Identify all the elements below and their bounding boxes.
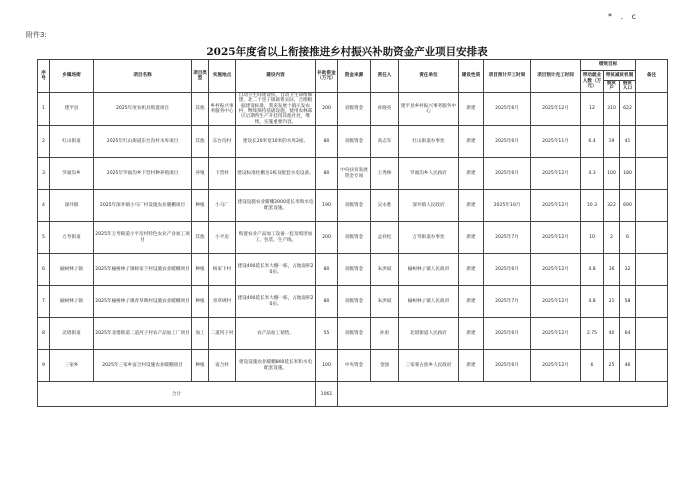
- cell-place: 东台沟村: [209, 126, 236, 158]
- cell-people: 6: [620, 222, 636, 254]
- cell-jobs: 6: [581, 350, 604, 382]
- cell-start: 2025年7月: [484, 286, 531, 318]
- table-row: [38, 126, 668, 158]
- table-row: [38, 318, 668, 350]
- cell-content: 建设设施农业暖棚2000延长米和水电配套设施。: [236, 190, 316, 222]
- cell-subsidy: 100: [316, 350, 338, 382]
- cell-households: 2: [604, 222, 620, 254]
- cell-people: 180: [620, 158, 636, 190]
- cell-town: 万寿街道: [50, 222, 94, 254]
- cell-households: 21: [604, 286, 620, 318]
- cell-nature: 新建: [459, 126, 484, 158]
- cell-owner: 金强: [371, 350, 399, 382]
- cell-remarks: [636, 158, 668, 190]
- cell-category: 种植: [192, 190, 209, 222]
- header-subsidy: 补助资金（万元）: [316, 60, 338, 93]
- cell-finish: 2025年12月: [531, 286, 581, 318]
- cell-jobs: 4.8: [581, 286, 604, 318]
- cell-town: 三家乡: [50, 350, 94, 382]
- cell-source: 中央扶贫发展资金专项: [338, 158, 371, 190]
- cell-content: 农产品加工销售。: [236, 318, 316, 350]
- cell-town: 建平县: [50, 92, 94, 125]
- cell-finish: 2025年12月: [531, 92, 581, 125]
- cell-start: 2025年7月: [484, 222, 531, 254]
- cell-start: 2025年6月: [484, 92, 531, 125]
- cell-place: 小平房: [209, 222, 236, 254]
- total-subsidy: 1061: [316, 382, 338, 407]
- cell-place: 青草碑村: [209, 286, 236, 318]
- cell-start: 2025年6月: [484, 126, 531, 158]
- cell-unit: 三家蒙古族乡人民政府: [399, 350, 459, 382]
- cell-unit: 榆树林子镇人民政府: [399, 254, 459, 286]
- total-label: 合计: [38, 382, 316, 407]
- cell-category: 种植: [192, 350, 209, 382]
- table-row: [38, 254, 668, 286]
- cell-unit: 红山街道办事处: [399, 126, 459, 158]
- cell-start: 2025年6月: [484, 318, 531, 350]
- cell-category: 种植: [192, 286, 209, 318]
- cell-name: 2025年万寿街道小平房村特色农业产业加工项目: [94, 222, 192, 254]
- cell-nature: 新建: [459, 286, 484, 318]
- cell-unit: 榆树林子镇人民政府: [399, 286, 459, 318]
- cell-seq: 3: [38, 158, 50, 190]
- cell-jobs: 2.75: [581, 318, 604, 350]
- cell-content: 购置农业产品加工设备一套及购进加工、包装、生产线。: [236, 222, 316, 254]
- cell-category: 其他: [192, 126, 209, 158]
- cell-nature: 新建: [459, 190, 484, 222]
- cell-nature: 新建: [459, 350, 484, 382]
- cell-owner: 高志军: [371, 126, 399, 158]
- cell-owner: 王秀林: [371, 158, 399, 190]
- header-source: 资金来源: [338, 60, 371, 93]
- table-row: [38, 190, 668, 222]
- cell-place: 乡村振兴事务服务中心: [209, 92, 236, 125]
- cell-households: 16: [604, 254, 620, 286]
- table-row: [38, 350, 668, 382]
- cell-name: 2025年红山街道东台沟村水库项目: [94, 126, 192, 158]
- cell-owner: 孙勇: [371, 318, 399, 350]
- cell-seq: 9: [38, 350, 50, 382]
- cell-content: 建设长20米宽10米的水库2座。: [236, 126, 316, 158]
- cell-category: 其他: [192, 222, 209, 254]
- cell-households: 310: [604, 92, 620, 125]
- cell-remarks: [636, 350, 668, 382]
- cell-remarks: [636, 318, 668, 350]
- cell-owner: 朱洪斌: [371, 286, 399, 318]
- header-benefit-people: 带动就业人数（万元）: [581, 71, 604, 93]
- header-owner: 责任人: [371, 60, 399, 93]
- cell-place: 二道河子村: [209, 318, 236, 350]
- cell-content: 建设400延长米大棚一栋，占地面积20亩。: [236, 286, 316, 318]
- cell-source: 省级资金: [338, 318, 371, 350]
- cell-subsidy: 200: [316, 222, 338, 254]
- cell-remarks: [636, 92, 668, 125]
- table-body: [38, 92, 668, 406]
- cell-category: 养殖: [192, 158, 209, 190]
- table-row: [38, 286, 668, 318]
- cell-start: 2025年10月: [484, 190, 531, 222]
- cell-subsidy: 80: [316, 254, 338, 286]
- cell-town: 榆树林子镇: [50, 286, 94, 318]
- cell-category: 其他: [192, 92, 209, 125]
- cell-town: 深井镇: [50, 190, 94, 222]
- cell-source: 省级资金: [338, 222, 371, 254]
- corner-marks: * . c: [607, 12, 639, 21]
- cell-subsidy: 80: [316, 158, 338, 190]
- total-empty: [338, 382, 668, 407]
- cell-finish: 2025年12月: [531, 254, 581, 286]
- cell-owner: 孟祥松: [371, 222, 399, 254]
- header-place: 实施地点: [209, 60, 236, 93]
- cell-people: 58: [620, 286, 636, 318]
- cell-source: 省级资金: [338, 286, 371, 318]
- cell-remarks: [636, 286, 668, 318]
- cell-subsidy: 200: [316, 92, 338, 125]
- cell-start: 2025年6月: [484, 254, 531, 286]
- cell-people: 622: [620, 92, 636, 125]
- cell-remarks: [636, 126, 668, 158]
- cell-content: 建设标准化棚舍1栋及配套水电设备。: [236, 158, 316, 190]
- cell-nature: 新建: [459, 254, 484, 286]
- total-row: [38, 382, 668, 407]
- cell-source: 省级资金: [338, 254, 371, 286]
- cell-category: 种植: [192, 254, 209, 286]
- cell-remarks: [636, 190, 668, 222]
- cell-name: 2025年北塔街道二道河子村农产品加工厂项目: [94, 318, 192, 350]
- cell-name: 2025年榆树林子镇杨家下村设施农业暖棚项目: [94, 254, 192, 286]
- cell-remarks: [636, 254, 668, 286]
- header-unit: 责任单位: [399, 60, 459, 93]
- cell-finish: 2025年12月: [531, 190, 581, 222]
- cell-seq: 4: [38, 190, 50, 222]
- cell-unit: 罗福沟乡人民政府: [399, 158, 459, 190]
- cell-finish: 2025年11月: [531, 126, 581, 158]
- cell-town: 榆树林子镇: [50, 254, 94, 286]
- page-title: 2025年度省以上衔接推进乡村振兴补助资金产业项目安排表: [206, 46, 488, 58]
- cell-owner: 孙晓亮: [371, 92, 399, 125]
- cell-people: 64: [620, 318, 636, 350]
- cell-subsidy: 80: [316, 286, 338, 318]
- cell-households: 19: [604, 126, 620, 158]
- cell-name: 2025年度农机具购置项目: [94, 92, 192, 125]
- cell-people: 46: [620, 350, 636, 382]
- cell-households: 100: [604, 158, 620, 190]
- cell-source: 中央资金: [338, 350, 371, 382]
- cell-place: 下营村: [209, 158, 236, 190]
- cell-seq: 1: [38, 92, 50, 125]
- cell-place: 杨家下村: [209, 254, 236, 286]
- cell-name: 2025年罗福沟乡下营村种养殖项目: [94, 158, 192, 190]
- header-remarks: 备注: [636, 60, 668, 93]
- cell-town: 罗福沟乡: [50, 158, 94, 190]
- cell-households: 40: [604, 318, 620, 350]
- header-start: 项目预计开工时间: [484, 60, 531, 93]
- cell-owner: 吴永胜: [371, 190, 399, 222]
- header-finish: 项目预计完工时间: [531, 60, 581, 93]
- cell-source: 省级资金: [338, 190, 371, 222]
- cell-nature: 新建: [459, 222, 484, 254]
- cell-category: 加工: [192, 318, 209, 350]
- cell-content: 建设设施农业暖棚800延长米和水电配套设施。: [236, 350, 316, 382]
- cell-source: 省级资金: [338, 126, 371, 158]
- cell-start: 2025年6月: [484, 350, 531, 382]
- cell-place: 小马厂: [209, 190, 236, 222]
- cell-finish: 2025年12月: [531, 350, 581, 382]
- cell-jobs: 10: [581, 222, 604, 254]
- cell-jobs: 10.3: [581, 190, 604, 222]
- cell-subsidy: 55: [316, 318, 338, 350]
- cell-town: 北塔街道: [50, 318, 94, 350]
- cell-people: 41: [620, 126, 636, 158]
- cell-households: 25: [604, 350, 620, 382]
- cell-seq: 7: [38, 286, 50, 318]
- cell-people: 32: [620, 254, 636, 286]
- cell-name: 2025年榆树林子镇青草碑村设施农业暖棚项目: [94, 286, 192, 318]
- cell-unit: 建平县乡村振兴事务服务中心: [399, 92, 459, 125]
- cell-nature: 新建: [459, 158, 484, 190]
- table-row: [38, 222, 668, 254]
- header-seq: 序号: [38, 60, 50, 93]
- cell-seq: 6: [38, 254, 50, 286]
- cell-content: 自动卫生间建设机，自动卫生间维修建，北二十里子镇联系实际，合理根据建设标准，我来发展十镇示发农村，继续保持基础设施，使用农林部应后期所生产开挂用其他社处，继续，实施重要内容。: [236, 92, 316, 125]
- cell-name: 2025年深井镇小马厂村设施农业暖棚项目: [94, 190, 192, 222]
- cell-finish: 2025年12月: [531, 318, 581, 350]
- table-row: [38, 158, 668, 190]
- header-category: 项目类型: [192, 60, 209, 93]
- cell-finish: 2025年12月: [531, 222, 581, 254]
- cell-unit: 北塔街道人民政府: [399, 318, 459, 350]
- attachment-label: 附件3:: [26, 31, 47, 39]
- cell-remarks: [636, 222, 668, 254]
- cell-jobs: 4.3: [581, 158, 604, 190]
- header-benefit-group: 绩效目标: [581, 60, 636, 71]
- cell-content: 建设400延长米大棚一栋，占地面积20亩。: [236, 254, 316, 286]
- cell-unit: 深井镇人民政府: [399, 190, 459, 222]
- header-income-group: 带贫减贫机制: [604, 71, 636, 81]
- cell-jobs: 12: [581, 92, 604, 125]
- header-name: 项目名称: [94, 60, 192, 93]
- cell-unit: 万寿街道办事处: [399, 222, 459, 254]
- cell-finish: 2025年12月: [531, 158, 581, 190]
- cell-seq: 2: [38, 126, 50, 158]
- cell-name: 2025年三家乡富合村设施农业暖棚项目: [94, 350, 192, 382]
- cell-nature: 新建: [459, 318, 484, 350]
- cell-subsidy: 80: [316, 126, 338, 158]
- header-poor-households: 脱贫户: [604, 81, 620, 93]
- header-town: 乡镇场街: [50, 60, 94, 93]
- cell-town: 红山街道: [50, 126, 94, 158]
- project-table: [37, 59, 668, 407]
- header-poor-people: 脱贫人口: [620, 81, 636, 93]
- cell-jobs: 6.4: [581, 126, 604, 158]
- cell-people: 690: [620, 190, 636, 222]
- cell-place: 富合村: [209, 350, 236, 382]
- table-row: [38, 92, 668, 125]
- cell-households: 322: [604, 190, 620, 222]
- cell-source: 省级资金: [338, 92, 371, 125]
- cell-owner: 朱洪斌: [371, 254, 399, 286]
- cell-seq: 8: [38, 318, 50, 350]
- header-content: 建设内容: [236, 60, 316, 93]
- cell-seq: 5: [38, 222, 50, 254]
- cell-nature: 新建: [459, 92, 484, 125]
- header-nature: 建设性质: [459, 60, 484, 93]
- cell-subsidy: 190: [316, 190, 338, 222]
- cell-jobs: 4.8: [581, 254, 604, 286]
- cell-start: 2025年6月: [484, 158, 531, 190]
